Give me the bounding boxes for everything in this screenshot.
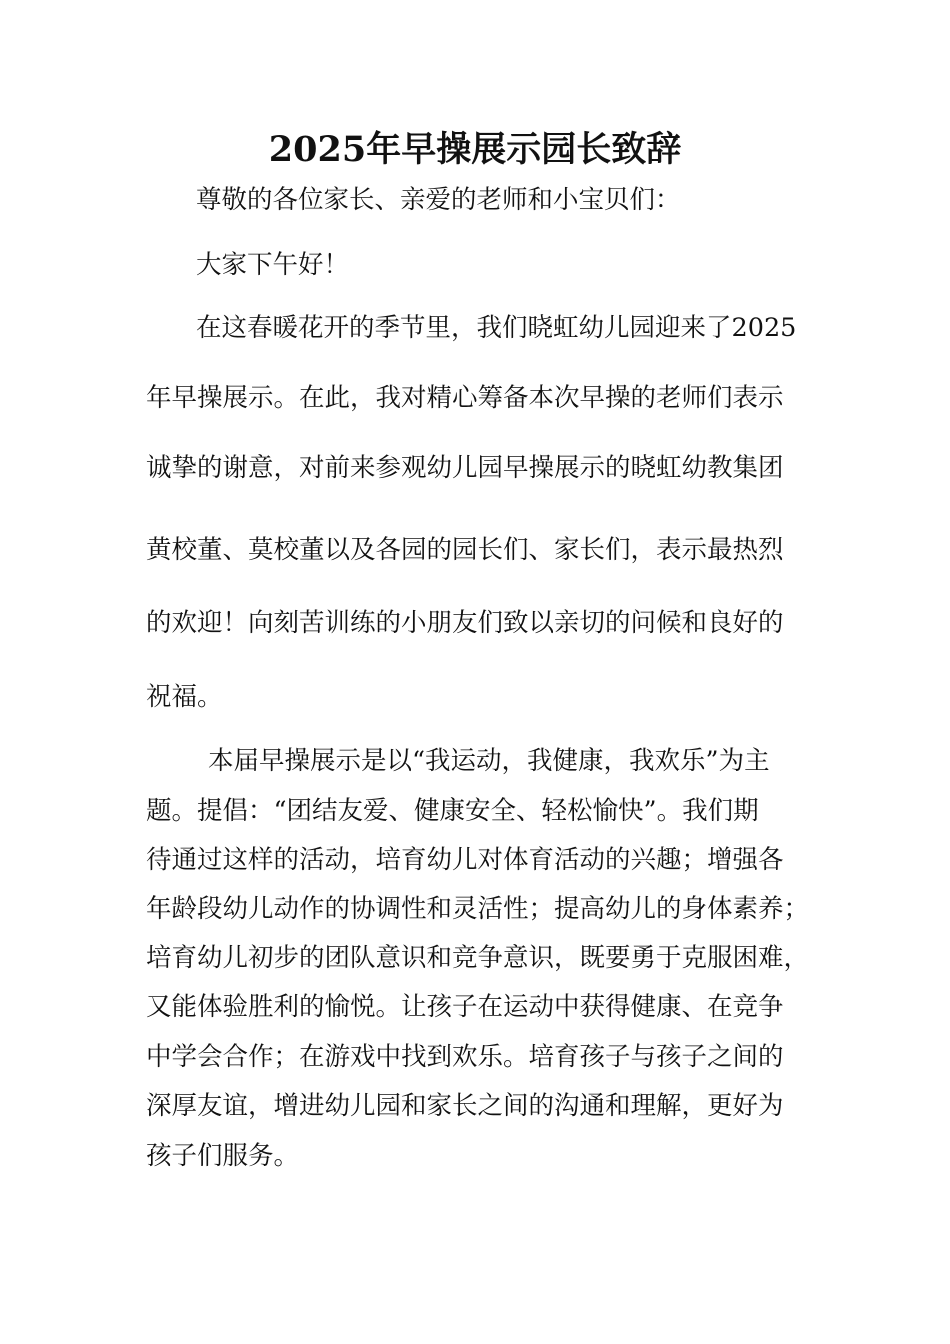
paragraph1-line: 年早操展示。在此，我对精心筹备本次早操的老师们表示 <box>146 383 784 413</box>
paragraph2-line: 待通过这样的活动，培育幼儿对体育活动的兴趣；增强各 <box>146 845 784 875</box>
paragraph1-line: 祝福。 <box>146 682 223 712</box>
paragraph2-line: 孩子们服务。 <box>146 1141 300 1171</box>
paragraph2-line: 培育幼儿初步的团队意识和竞争意识，既要勇于克服困难， <box>146 943 810 973</box>
greeting: 大家下午好！ <box>196 250 350 280</box>
paragraph2-line: 又能体验胜利的愉悦。让孩子在运动中获得健康、在竞争 <box>146 992 784 1022</box>
paragraph2-line: 本届早操展示是以“我运动，我健康，我欢乐”为主 <box>208 746 770 776</box>
paragraph1-line: 诚挚的谢意，对前来参观幼儿园早操展示的晓虹幼教集团 <box>146 453 784 483</box>
paragraph1-line: 黄校董、莫校董以及各园的园长们、家长们，表示最热烈 <box>146 535 784 565</box>
paragraph2-line: 题。提倡：“团结友爱、健康安全、轻松愉快”。我们期 <box>146 796 759 826</box>
paragraph2-line: 年龄段幼儿动作的协调性和灵活性；提高幼儿的身体素养； <box>146 894 810 924</box>
paragraph2-line: 中学会合作；在游戏中找到欢乐。培育孩子与孩子之间的 <box>146 1042 784 1072</box>
paragraph1-line: 在这春暖花开的季节里，我们晓虹幼儿园迎来了2025 <box>196 313 797 343</box>
document-title: 2025年早操展示园长致辞 <box>268 129 682 170</box>
paragraph2-line: 深厚友谊，增进幼儿园和家长之间的沟通和理解，更好为 <box>146 1091 784 1121</box>
paragraph1-line: 的欢迎！向刻苦训练的小朋友们致以亲切的问候和良好的 <box>146 608 784 638</box>
salutation: 尊敬的各位家长、亲爱的老师和小宝贝们： <box>196 185 681 215</box>
